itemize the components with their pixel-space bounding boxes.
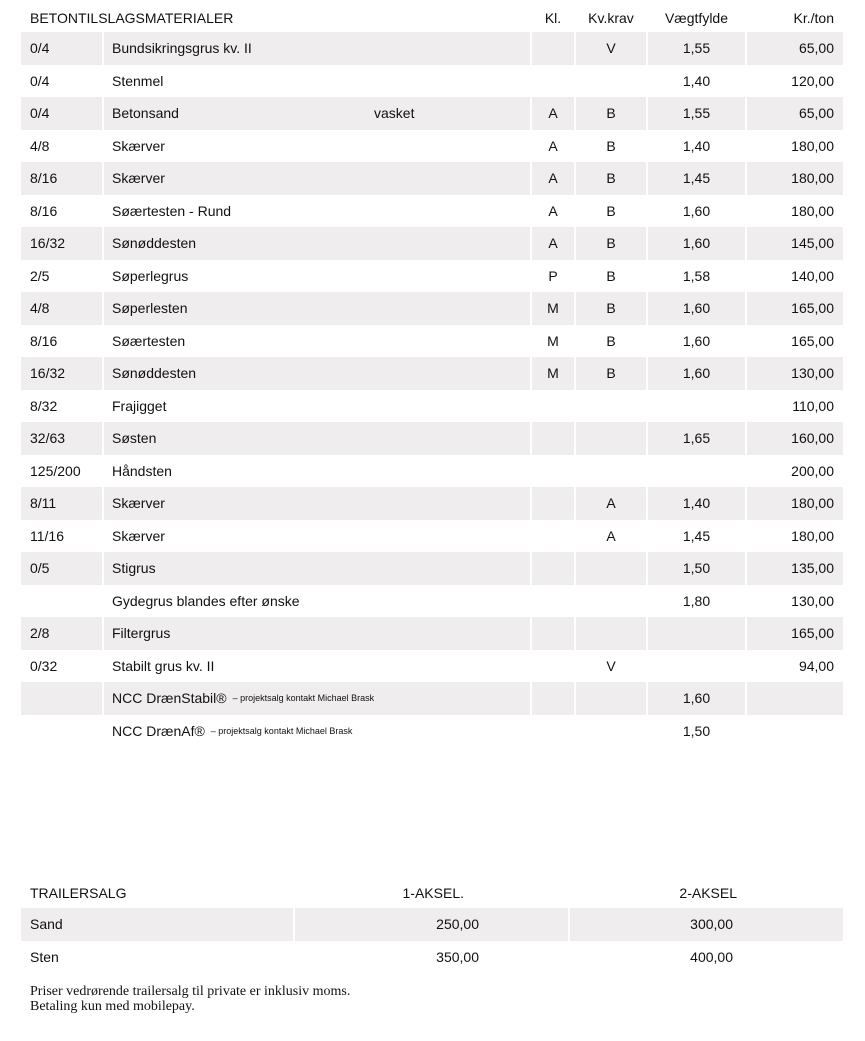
kl-cell: P (548, 267, 558, 284)
table-row (21, 65, 843, 98)
vaegtfylde-cell (648, 650, 745, 683)
header-pris: Kr./ton (793, 10, 834, 26)
price-cell: 135,00 (747, 552, 843, 585)
size-cell: 0/5 (21, 552, 102, 585)
price-cell (747, 715, 843, 748)
trailer-price-1-aksel: 250,00 (295, 908, 568, 941)
product-name: Sønøddesten (112, 365, 197, 382)
table-row (21, 585, 843, 618)
size-cell: 125/200 (30, 462, 81, 479)
table-row (21, 97, 843, 130)
product-note: – projektsalg kontakt Michael Brask (232, 693, 375, 704)
price-cell (747, 682, 843, 715)
name-cell (104, 357, 530, 390)
kl-cell: A (532, 97, 574, 130)
table-header (21, 4, 843, 32)
name-cell (104, 715, 530, 748)
size-cell: 0/4 (30, 72, 50, 89)
trailer-table (21, 878, 843, 973)
product-name: Stenmel (112, 72, 164, 89)
kvkrav-cell: B (576, 97, 646, 130)
kl-cell (532, 32, 574, 65)
kvkrav-cell (576, 715, 646, 748)
product-name: Skærver (112, 170, 165, 187)
name-cell (104, 682, 530, 715)
kl-cell (532, 585, 574, 618)
size-cell: 8/11 (21, 487, 102, 520)
trailer-price-2-aksel: 400,00 (690, 948, 733, 965)
name-cell (104, 260, 530, 293)
kl-cell (532, 715, 574, 748)
kvkrav-cell: B (576, 357, 646, 390)
name-cell (104, 390, 530, 423)
price-cell: 165,00 (747, 617, 843, 650)
price-cell: 110,00 (792, 397, 834, 414)
trailer-row-label: Sten (30, 948, 59, 965)
kl-cell (532, 520, 574, 553)
header-kvkrav: Kv.krav (588, 10, 634, 26)
name-cell (104, 130, 530, 163)
kvkrav-cell: V (576, 32, 646, 65)
trailer-title: TRAILERSALG (30, 885, 127, 901)
product-name: Gydegrus blandes efter ønske (112, 592, 300, 609)
name-cell (104, 97, 530, 130)
name-cell (104, 552, 530, 585)
name-cell (104, 520, 530, 553)
name-cell (104, 65, 530, 98)
table-row (21, 455, 843, 488)
trailer-header (21, 878, 843, 908)
vaegtfylde-cell: 1,55 (648, 32, 745, 65)
size-cell: 4/8 (30, 137, 50, 154)
product-name: Stigrus (112, 560, 156, 577)
table-row (21, 422, 843, 455)
size-cell: 2/5 (30, 267, 50, 284)
price-cell: 130,00 (747, 357, 843, 390)
name-cell (104, 585, 530, 618)
price-cell: 165,00 (747, 292, 843, 325)
kl-cell (532, 487, 574, 520)
kl-cell: A (548, 202, 558, 219)
size-cell (21, 585, 102, 618)
product-name: NCC DrænStabil® (112, 690, 227, 707)
footnote (30, 984, 730, 1014)
table-row (21, 682, 843, 715)
price-cell: 180,00 (747, 162, 843, 195)
table-body (21, 32, 843, 747)
vaegtfylde-cell: 1,50 (682, 722, 711, 739)
price-cell: 130,00 (791, 592, 834, 609)
footnote-line: Priser vedrørende trailersalg til private er inklusiv moms. (30, 984, 351, 999)
kl-cell: A (532, 162, 574, 195)
vaegtfylde-cell (648, 455, 745, 488)
table-row (21, 617, 843, 650)
product-name: Stabilt grus kv. II (112, 657, 215, 674)
table-row (21, 162, 843, 195)
name-cell (104, 422, 530, 455)
vaegtfylde-cell: 1,45 (682, 527, 711, 544)
name-cell (104, 487, 530, 520)
name-cell (104, 617, 530, 650)
kvkrav-cell (576, 455, 646, 488)
kl-cell: M (532, 357, 574, 390)
kvkrav-cell (576, 390, 646, 423)
price-cell: 180,00 (791, 527, 834, 544)
trailer-row-label: Sand (21, 908, 293, 941)
product-name: Skærver (112, 527, 165, 544)
product-name: Skærver (112, 137, 165, 154)
table-title: BETONTILSLAGSMATERIALER (30, 10, 234, 26)
size-cell: 16/32 (21, 227, 102, 260)
kl-cell (532, 65, 574, 98)
price-cell: 180,00 (747, 487, 843, 520)
vaegtfylde-cell: 1,55 (648, 97, 745, 130)
size-cell: 16/32 (21, 357, 102, 390)
header-vaegtfylde: Vægtfylde (664, 10, 729, 26)
vaegtfylde-cell: 1,60 (682, 202, 711, 219)
vaegtfylde-cell: 1,40 (682, 137, 711, 154)
kl-cell (532, 422, 574, 455)
price-cell: 200,00 (791, 462, 834, 479)
size-cell: 0/4 (21, 32, 102, 65)
table-row (21, 130, 843, 163)
vaegtfylde-cell: 1,60 (648, 682, 745, 715)
size-cell: 32/63 (21, 422, 102, 455)
table-row (21, 520, 843, 553)
vaegtfylde-cell: 1,50 (648, 552, 745, 585)
kvkrav-cell: V (606, 657, 616, 674)
vaegtfylde-cell: 1,60 (648, 292, 745, 325)
size-cell (21, 682, 102, 715)
vaegtfylde-cell: 1,40 (648, 487, 745, 520)
kl-cell (532, 455, 574, 488)
product-name: Bundsikringsgrus kv. II (112, 40, 252, 57)
name-cell (104, 227, 530, 260)
kl-cell (532, 617, 574, 650)
size-cell: 0/4 (21, 97, 102, 130)
kvkrav-cell (576, 552, 646, 585)
vaegtfylde-cell: 1,80 (682, 592, 711, 609)
footnote-line: Betaling kun med mobilepay. (30, 999, 195, 1014)
product-name: Betonsand (112, 105, 179, 122)
name-cell (104, 325, 530, 358)
trailer-price-2-aksel: 300,00 (570, 908, 843, 941)
name-cell (104, 195, 530, 228)
price-cell: 120,00 (791, 72, 834, 89)
materials-table (21, 4, 843, 747)
price-cell: 65,00 (747, 97, 843, 130)
kvkrav-cell (576, 585, 646, 618)
table-row (21, 227, 843, 260)
kl-cell: A (548, 137, 558, 154)
vaegtfylde-cell: 1,58 (682, 267, 711, 284)
kl-cell (532, 650, 574, 683)
kl-cell: M (532, 292, 574, 325)
size-cell: 11/16 (30, 527, 64, 544)
name-cell (104, 162, 530, 195)
vaegtfylde-cell (648, 390, 745, 423)
vaegtfylde-cell (648, 617, 745, 650)
size-cell: 0/32 (30, 657, 58, 674)
kl-cell: M (547, 332, 559, 349)
size-cell: 4/8 (21, 292, 102, 325)
table-row (21, 260, 843, 293)
price-cell: 65,00 (747, 32, 843, 65)
table-row (21, 325, 843, 358)
vaegtfylde-cell: 1,60 (648, 227, 745, 260)
size-cell (21, 715, 102, 748)
product-name: Håndsten (112, 462, 172, 479)
product-name: Filtergrus (112, 625, 171, 642)
vaegtfylde-cell: 1,40 (682, 72, 711, 89)
product-name: NCC DrænAf® (112, 722, 205, 739)
size-cell: 2/8 (21, 617, 102, 650)
table-row (21, 715, 843, 748)
price-cell: 145,00 (747, 227, 843, 260)
kl-cell (532, 552, 574, 585)
kvkrav-cell: A (576, 487, 646, 520)
price-cell: 94,00 (798, 657, 834, 674)
product-name: Skærver (112, 495, 165, 512)
product-name: Søærtesten (112, 332, 186, 349)
name-cell (104, 455, 530, 488)
table-row (21, 552, 843, 585)
vaegtfylde-cell: 1,45 (648, 162, 745, 195)
size-cell: 8/16 (21, 162, 102, 195)
trailer-col-2-aksel: 2-AKSEL (679, 885, 737, 901)
product-name: Søperlesten (112, 300, 188, 317)
table-row (21, 941, 843, 974)
kvkrav-cell (576, 422, 646, 455)
kvkrav-cell: B (576, 292, 646, 325)
price-cell: 180,00 (791, 202, 834, 219)
name-cell (104, 650, 530, 683)
table-row (21, 357, 843, 390)
kl-cell (532, 682, 574, 715)
vaegtfylde-cell: 1,60 (682, 332, 711, 349)
size-cell: 8/32 (30, 397, 58, 414)
size-cell: 8/16 (30, 332, 58, 349)
product-note: – projektsalg kontakt Michael Brask (210, 725, 353, 736)
trailer-price-1-aksel: 350,00 (436, 948, 479, 965)
product-name: Sønøddesten (112, 235, 197, 252)
table-row (21, 32, 843, 65)
price-cell: 140,00 (791, 267, 834, 284)
table-row (21, 195, 843, 228)
table-row (21, 487, 843, 520)
table-row (21, 908, 843, 941)
product-name: Søærtesten - Rund (112, 202, 232, 219)
price-cell: 180,00 (791, 137, 834, 154)
kvkrav-cell: B (606, 332, 616, 349)
product-name: Frajigget (112, 397, 167, 414)
product-name: Søperlegrus (112, 267, 189, 284)
kvkrav-cell: B (606, 202, 616, 219)
trailer-col-1-aksel: 1-AKSEL. (402, 885, 464, 901)
kvkrav-cell: B (576, 227, 646, 260)
kvkrav-cell (576, 617, 646, 650)
product-name: Søsten (112, 430, 157, 447)
kl-cell: A (532, 227, 574, 260)
table-row (21, 390, 843, 423)
name-cell (104, 32, 530, 65)
vaegtfylde-cell: 1,60 (648, 357, 745, 390)
table-row (21, 650, 843, 683)
kvkrav-cell: A (606, 527, 616, 544)
size-cell: 8/16 (30, 202, 58, 219)
header-kl: Kl. (544, 10, 562, 26)
kvkrav-cell (576, 65, 646, 98)
vaegtfylde-cell: 1,65 (648, 422, 745, 455)
price-cell: 165,00 (791, 332, 834, 349)
kl-cell (532, 390, 574, 423)
kvkrav-cell: B (606, 267, 616, 284)
price-cell: 160,00 (747, 422, 843, 455)
kvkrav-cell: B (576, 162, 646, 195)
kvkrav-cell (576, 682, 646, 715)
product-extra: vasket (374, 105, 415, 122)
kvkrav-cell: B (606, 137, 616, 154)
table-row (21, 292, 843, 325)
name-cell (104, 292, 530, 325)
